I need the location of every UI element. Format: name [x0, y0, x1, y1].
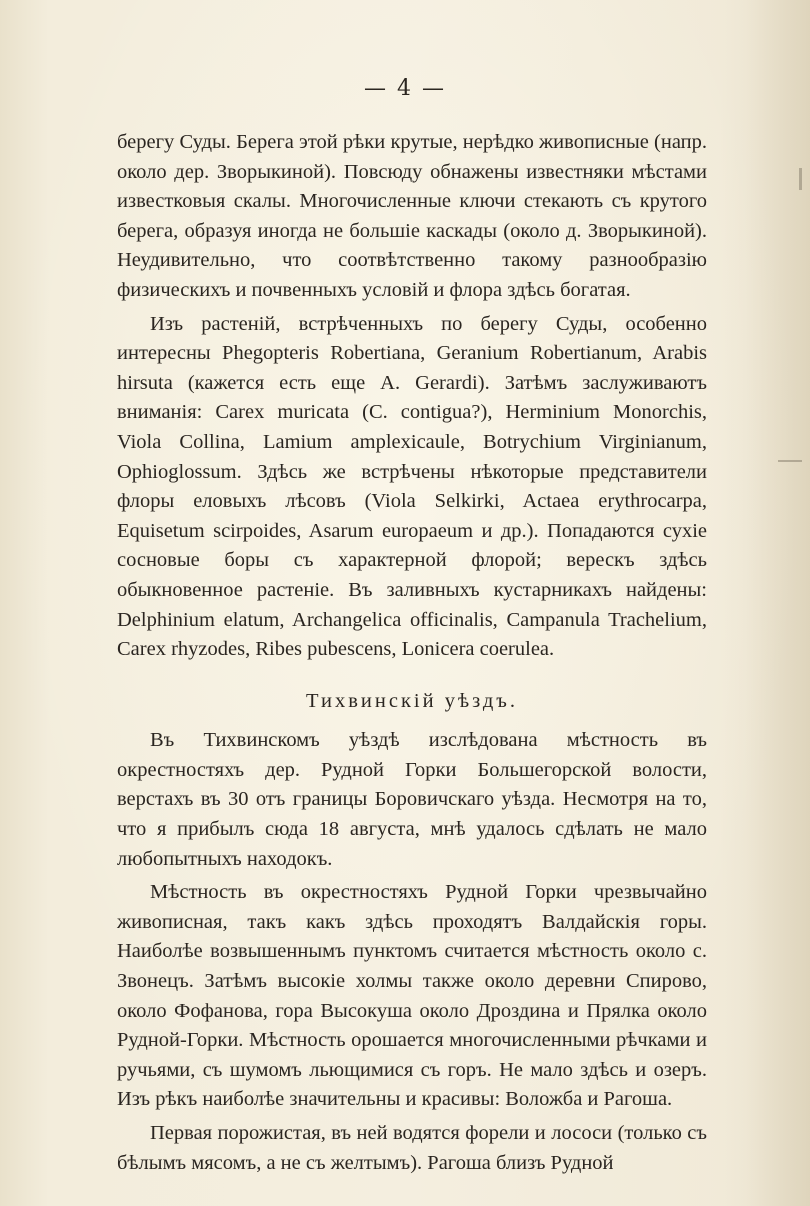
page-number: — 4 —: [364, 76, 446, 101]
margin-mark-upper: [799, 168, 802, 190]
section-heading: Тихвинскій уѣздъ.: [306, 689, 518, 712]
body-text: [117, 128, 707, 1178]
page-edge-shadow: [720, 0, 810, 1206]
paragraph-continuation: берегу Суды. Берега этой рѣки крутые, нерѣдко живописные (напр. около дер. Зворыкиной). Повсюду обнажены известняки мѣстами известковыя скалы. Многочисленные ключи стекають съ крутого берега, образуя иногда не большіе каскады (около д. Зворыкиной). Неудивительно, что соотвѣтственно такому разнообразію физическихъ и почвенныхъ условій и флора здѣсь богатая.: [117, 131, 707, 301]
paragraph-tikhvin-intro: Въ Тихвинскомъ уѣздѣ изслѣдована мѣстность въ окрестностяхъ дер. Рудной Горки Большегорской волости, верстахъ въ 30 отъ границы Боровичскаго уѣзда. Несмотря на то, что я прибылъ сюда 18 августа, мнѣ удалось сдѣлать не мало любопытныхъ находокъ.: [117, 729, 707, 870]
paragraph-tikhvin-terrain: Мѣстность въ окрестностяхъ Рудной Горки чрезвычайно живописная, такъ какъ здѣсь проходятъ Валдайскія горы. Наиболѣе возвышеннымъ пунктомъ считается мѣстность около с. Звонецъ. Затѣмъ высокіе холмы также около деревни Спирово, около Фофанова, гора Высокуша около Дроздина и Прялка около Рудной-Горки. Мѣстность орошается многочисленными рѣчками и ручьями, съ шумомъ льющимися съ горъ. Не мало здѣсь и озеръ. Изъ рѣкъ наиболѣе значительны и красивы: Воложба и Рагоша.: [117, 881, 707, 1111]
paragraph-tikhvin-rivers: Первая порожистая, въ ней водятся форели и лососи (только съ бѣлымъ мясомъ, а не съ желтымъ). Рагоша близъ Рудной: [117, 1122, 707, 1174]
margin-mark-lower: [778, 460, 802, 462]
paragraph-plants-suda: Изъ растеній, встрѣченныхъ по берегу Суды, особенно интересны Phegopteris Robertiana, Geranium Robertianum, Arabis hirsuta (кажется есть еще A. Gerardi). Затѣмъ заслуживаютъ вниманія: Carex muricata (C. contigua?), Herminium Monorchis, Viola Collina, Lamium amplexicaule, Botrychium Virginianum, Ophioglossum. Здѣсь же встрѣчены нѣкоторые представители флоры еловыхъ лѣсовъ (Viola Selkirki, Actaea erythrocarpa, Equisetum scirpoides, Asarum europaeum и др.). Попадаются сухіе сосновые боры съ характерной флорой; верескъ здѣсь обыкновенное растеніе. Въ заливныхъ кустарникахъ найдены: Delphinium elatum, Archangelica officinalis, Campanula Trachelium, Carex rhyzodes, Ribes pubescens, Lonicera coerulea.: [117, 312, 707, 661]
